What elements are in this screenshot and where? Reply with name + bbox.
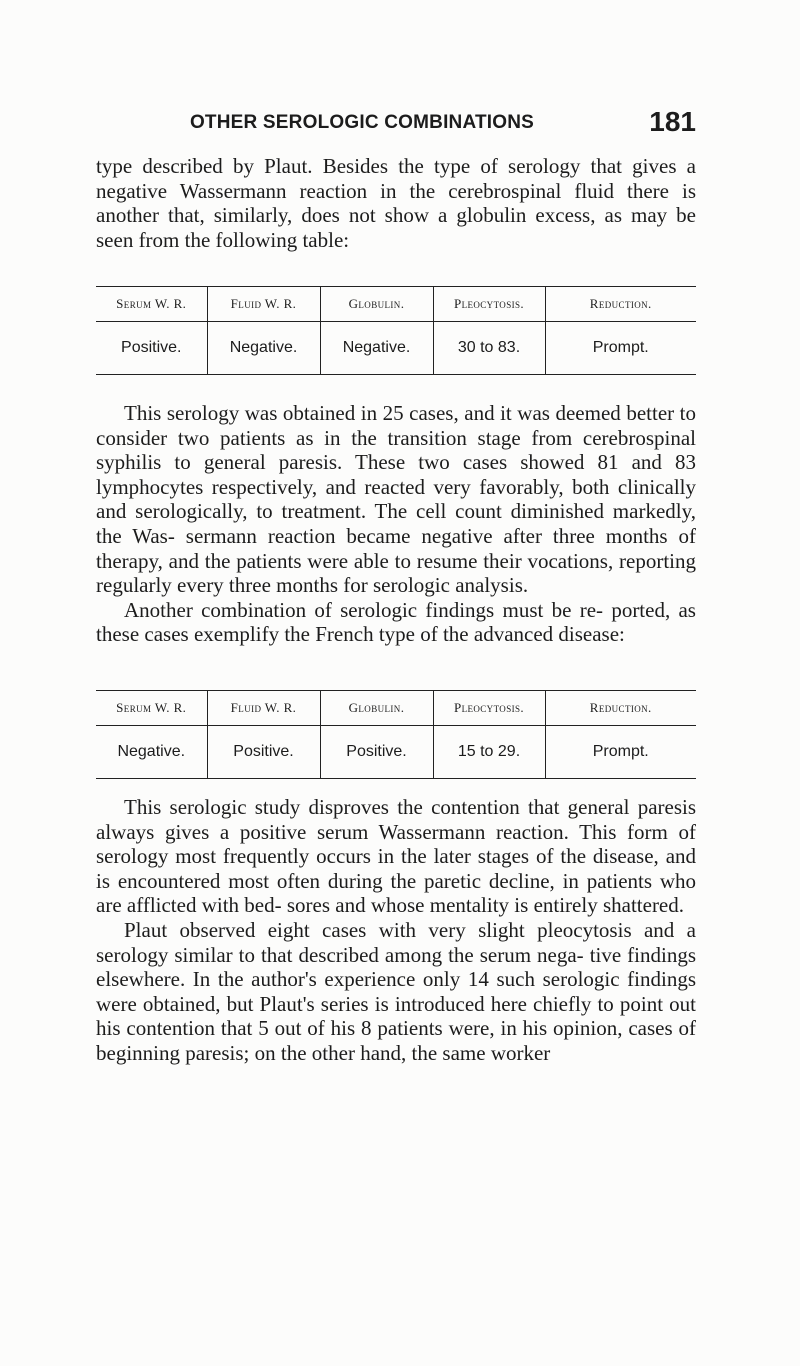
cell-pleocytosis: 30 to 83. (433, 322, 545, 375)
text-line: type described by Plaut. Besides the type of serology that (96, 154, 622, 178)
text-line: advanced disease: (473, 622, 625, 647)
paragraph-block-3 (96, 795, 696, 1066)
page-number: 181 (649, 106, 696, 137)
running-title: OTHER SEROLOGIC COMBINATIONS (189, 112, 535, 133)
column-header-fluid-wr: Fluid W. R. (207, 691, 320, 726)
text-line: treatment. The cell count diminished markedly, the Was- (96, 499, 697, 548)
text-line: Another combination of serologic findings must be re- (124, 597, 604, 622)
table-row (96, 726, 696, 779)
text-line: ported, as these cases exemplify the French type of the (96, 597, 696, 647)
cell-globulin: Negative. (320, 322, 433, 375)
text-line: cases showed 81 and 83 lymphocytes respectively, and (96, 450, 696, 499)
column-header-globulin: Globulin. (320, 691, 433, 726)
text-line: This serologic study disproves the contention that general (124, 795, 630, 819)
text-line: This form of serology most frequently occurs in the later (96, 819, 696, 869)
text-line: beginning paresis; on the other hand, the same worker (96, 1040, 551, 1065)
cell-pleocytosis: 15 to 29. (433, 726, 545, 779)
cell-serum-wr: Negative. (117, 743, 186, 760)
paragraph (96, 401, 696, 598)
text-line: reporting regularly every three months for serologic analysis. (96, 548, 696, 598)
cell-fluid-wr: Positive. (207, 726, 320, 779)
cell-fluid-wr: Negative. (207, 322, 320, 375)
text-line: This serology was obtained in 25 cases, and it was deemed (124, 401, 621, 425)
column-header-reduction: Reduction. (545, 287, 696, 322)
text-line: reacted very favorably, both clinically and serologically, to (96, 474, 696, 524)
text-line: the paretic decline, in patients who are afflicted with bed- (96, 868, 697, 918)
cell-serum-wr: Positive. (121, 339, 182, 356)
text-line: is introduced here chiefly to point out his contention (96, 991, 697, 1041)
paragraph (96, 795, 696, 918)
text-line: paresis always gives a positive serum Wassermann reaction. (96, 795, 697, 844)
text-line: better to consider two patients as in the transition stage (96, 401, 697, 450)
text-line: sores and whose mentality is entirely shattered. (286, 893, 685, 918)
column-header-globulin: Globulin. (320, 287, 433, 322)
paragraph (96, 918, 696, 1066)
column-header-reduction: Reduction. (545, 691, 696, 726)
cell-globulin: Positive. (320, 726, 433, 779)
serology-table-1 (96, 286, 696, 375)
text-line: that 5 out of his 8 patients were, in his opinion, cases of (220, 1016, 696, 1041)
table-header-row (96, 691, 696, 726)
table-header-row (96, 287, 696, 322)
text-line: 14 such serologic findings were obtained, but Plaut's series (96, 967, 697, 1016)
text-line: sermann reaction became negative after three months of (185, 523, 697, 548)
cell-reduction: Prompt. (545, 322, 696, 375)
text-line: excess, as may be seen from the following table: (96, 203, 697, 252)
column-header-serum-wr: Serum W. R. (116, 700, 187, 715)
text-line: therapy, and the patients were able to resume their vocations, (96, 548, 614, 573)
running-head (96, 106, 696, 140)
column-header-pleocytosis: Pleocytosis. (433, 691, 545, 726)
text-line: from cerebrospinal syphilis to general paresis. These two (96, 425, 697, 475)
paragraph (96, 154, 696, 252)
column-header-fluid-wr: Fluid W. R. (207, 287, 320, 322)
paragraph-block-2 (96, 401, 696, 647)
text-line: fluid there is another that, similarly, does not show a globulin (96, 178, 696, 228)
text-line: stages of the disease, and is encountered most often during (96, 844, 697, 893)
table-row (96, 322, 696, 375)
text-line: Plaut observed eight cases with very slight pleocytosis and (124, 917, 675, 942)
paragraph-block-1 (96, 154, 696, 252)
cell-reduction: Prompt. (545, 726, 696, 779)
column-header-pleocytosis: Pleocytosis. (433, 287, 545, 322)
text-line: gives a negative Wassermann reaction in the cerebrospinal (96, 154, 696, 203)
serology-table-2 (96, 690, 696, 779)
text-line: a serology similar to that described among the serum nega- (96, 917, 696, 967)
text-line: tive findings elsewhere. In the author's experience only (96, 942, 697, 992)
paragraph (96, 598, 696, 647)
column-header-serum-wr: Serum W. R. (116, 296, 187, 311)
